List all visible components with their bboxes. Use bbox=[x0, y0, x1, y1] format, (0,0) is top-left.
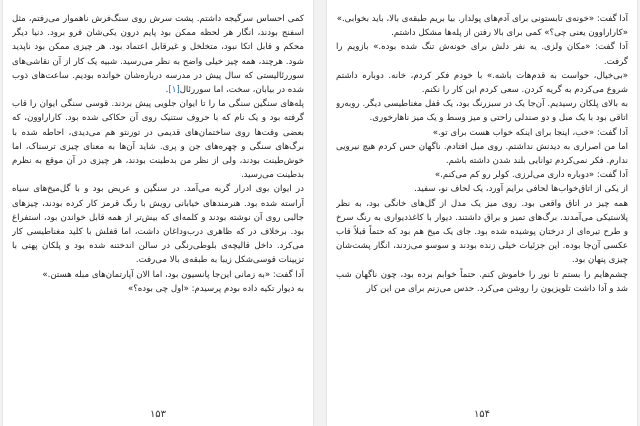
footnote-link[interactable]: [۱] bbox=[168, 85, 180, 96]
paragraph: چشم‌هایم را بستم تا نور را خاموش کنم. حتماً خوابم برده بود، چون ناگهان شب شد و آدا داشت تلویزیون را روشن می‌کرد. حدس می‌زنم برای من این کار bbox=[336, 269, 628, 294]
paragraph: آدا گفت: «خونه‌ی تابستونی برای آدم‌های پولدار. بیا بریم طبقه‌ی بالا، باید بخوابی.» bbox=[336, 14, 628, 24]
paragraph: آدا گفت: «مکان ولزی. یه نفر دلش برای خونه‌ش تنگ شده بوده.» بازویم را گرفت. bbox=[336, 42, 628, 67]
paragraph: آدا گفت: «خب، اینجا برای اینکه خواب هست برای تو.» bbox=[432, 127, 628, 138]
paragraph: به دیوار تکیه داده بودم پرسیدم: «اول چی بوده؟» bbox=[127, 283, 304, 294]
paragraph: آدا گفت: «دوباره داری می‌لرزی. کولر رو کم می‌کنم.» bbox=[434, 170, 628, 181]
paragraph: کمی احساس سرگیجه داشتم. پشت سرش روی سنگ‌فرش ناهموار می‌رفتم، مثل اسفنج بودند، انگار هر لحظه ممکن بود پایم درون یکی‌شان فرو برود. دنیا دیگر محکم و قابل اتکا نبود، متخلخل و غیرقابل اعتماد بود. هر چیزی ممکن بود ناپدید شود. هرچند، همه چیز خیلی واضح به نظر می‌رسید. شبیه یک کار از آن نقاشی‌های سوررئالیستی که سال پیش در مدرسه درباره‌شان خوانده بودیم. ساعت‌های ذوب شده در بیابان، سخت، اما سوررئال[۱]. bbox=[12, 14, 304, 96]
paragraph: آدا گفت: «به زمانی این‌جا پانسیون بود، اما الان آپارتمان‌های مبله هستن.» bbox=[42, 269, 304, 280]
paragraph: در ایوان بوی ادرار گربه می‌آمد. در سنگین و عریض بود و با گل‌میخ‌های سیاه آراسته شده بود. هنرمندهای خیابانی رویش با رنگ قرمز کار کرده بودند، چیزهای جالبی روی آن نوشته بودند و کلمه‌ای که بیش‌تر از همه قابل خواندن بود، استفراغ بود. برخلاف در که ظاهری درب‌وداغان داشت، اما قفلش با کلید مغناطیسی کار می‌کرد. داخل قالیچه‌ی بلوطی‌رنگی در سالن اندختنه شده بود و پلکان پهنی با تزیینات قوسی‌شکل زیبا به طبقه‌ی بالا می‌رفت. bbox=[12, 184, 304, 266]
page-number: ۱۵۳ bbox=[149, 409, 167, 420]
paragraph: «بی‌خیال، حواست به قدم‌هات باشه.» با خودم فکر کردم، خانه. دوباره داشتم شروع می‌کردم به گریه کردن. سعی کردم این کار را نکنم. bbox=[336, 70, 628, 96]
page-154-text bbox=[336, 12, 628, 398]
paragraph: از یکی از اتاق‌خواب‌ها لحافی برایم آورد، یک لحاف نو، سفید. bbox=[414, 184, 628, 195]
page-154 bbox=[327, 0, 637, 426]
page-153 bbox=[3, 0, 313, 426]
page-153-text bbox=[12, 12, 304, 398]
paragraph: به بالای پلکان رسیدیم. آن‌جا یک در سبزرنگ بود، یک قفل مغناطیسی دیگر. روبه‌رو اتاقی بود با یک مبل و دو صندلی راحتی و میز وسط و یک میز ناهارخوری. bbox=[336, 99, 628, 124]
paragraph: همه چیز در اتاق واقعی بود. روی میز یک مدل از گل‌های خانگی بود، به نظر پلاستیکی می‌آمدند. برگ‌های تمیز و براق داشتند. دیوار با کاغذدیواری به رنگ سرخ و طرح تیره‌ای از درختان پوشیده شده بود. جای یک میخ هم بود که حتماً قبلاً قاب عکسی آن‌جا بوده. این جزئیات خیلی زنده بودند و سوسو می‌زدند، انگار پشت‌شان چیزی پنهان بود. bbox=[336, 198, 628, 266]
paragraph: «کاراراوون یعنی چی؟» کمی برای بالا رفتن از پله‌ها مشکل داشتم. bbox=[391, 28, 628, 39]
page-number: ۱۵۴ bbox=[473, 409, 491, 420]
paragraph: پله‌های سنگین سنگی ما را تا ایوان جلویی پیش بردند. قوسی سنگی ایوان را قاب گرفته بود و یک نام که با حروف ستنیک روی آن حکاکی شده بود. کاراراوون، که بعضی وقت‌ها روی ساختمان‌های قدیمی در تورنتو هم می‌دیدی، احاطه شده با برگ‌های سنگی و چهره‌های جن و پری. شاید آن‌ها به معنای چیزی ترسناک، اما خوش‌طینت بودند، ولی از نظر من بدطینت بودند، هر چیزی در آن موقع به نظرم بدطینت می‌رسید. bbox=[12, 99, 304, 181]
paragraph: اما من اصراری به دیدنش نداشتم. روی مبل افتادم. ناگهان حس کردم هیچ نیرویی ندارم. فکر نمی‌کردم توانایی بلند شدن داشته باشم. bbox=[336, 141, 628, 167]
